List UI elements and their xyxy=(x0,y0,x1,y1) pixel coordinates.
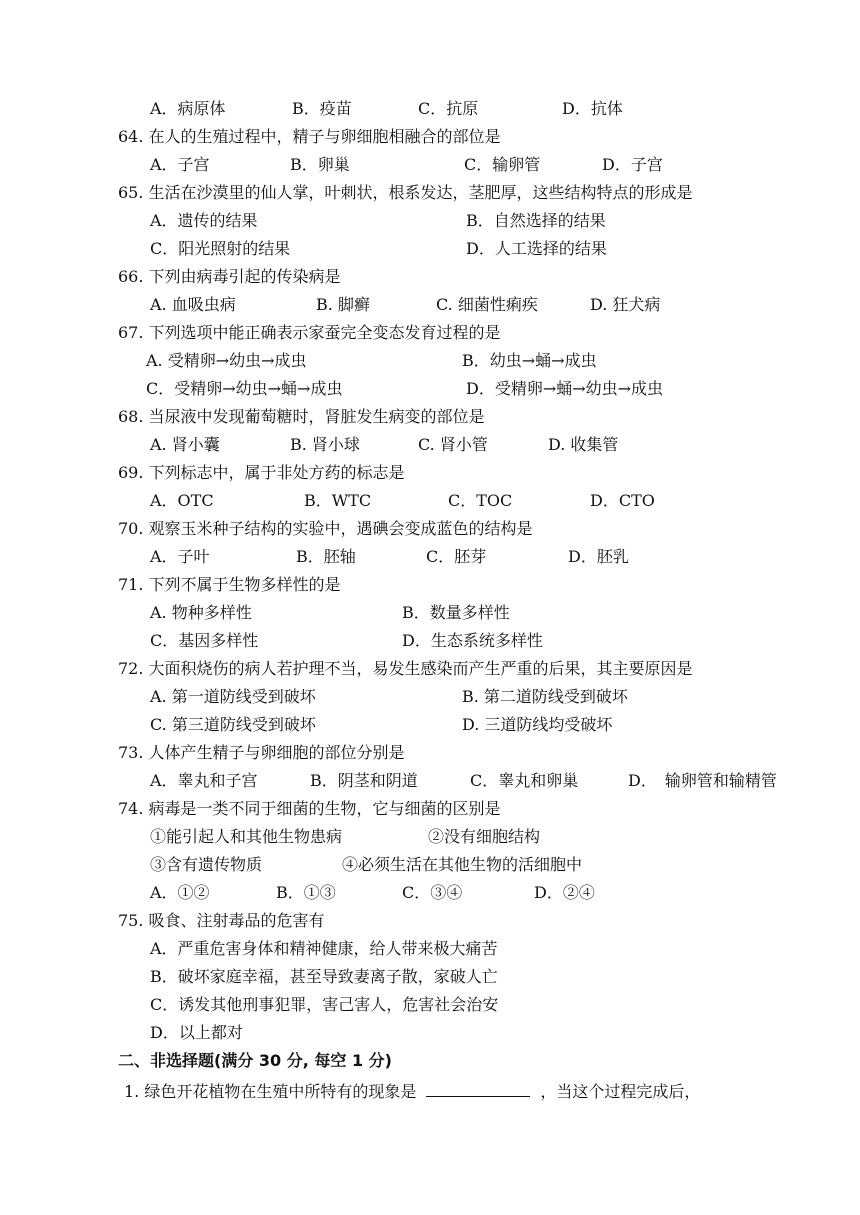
q75-option-b: B．破坏家庭幸福，甚至导致妻离子散，家破人亡 xyxy=(150,967,498,986)
q70-stem: 70. 观察玉米种子结构的实验中，遇碘会变成蓝色的结构是 xyxy=(118,519,533,538)
section2-title: 二、非选择题(满分 30 分, 每空 1 分) xyxy=(118,1051,392,1070)
q66-option-a: A. 血吸虫病 xyxy=(150,295,236,314)
q74-item-2: ②没有细胞结构 xyxy=(428,827,541,846)
q74-option-d: D．②④ xyxy=(534,883,595,902)
q73-option-c: C．睾丸和卵巢 xyxy=(470,771,579,790)
q74-option-c: C．③④ xyxy=(402,883,463,902)
q75-option-d: D．以上都对 xyxy=(150,1023,243,1042)
q70-option-b: B．胚轴 xyxy=(296,547,356,566)
q63-option-a: A．病原体 xyxy=(150,99,226,118)
q69-option-d: D．CTO xyxy=(590,491,655,510)
q65-option-c: C．阳光照射的结果 xyxy=(150,239,291,258)
q73-stem: 73. 人体产生精子与卵细胞的部位分别是 xyxy=(118,743,405,762)
q75-option-a: A．严重危害身体和精神健康，给人带来极大痛苦 xyxy=(150,939,498,958)
q65-stem: 65. 生活在沙漠里的仙人掌，叶刺状，根系发达，茎肥厚，这些结构特点的形成是 xyxy=(118,183,693,202)
q72-option-a: A. 第一道防线受到破坏 xyxy=(150,687,316,706)
q64-stem: 64. 在人的生殖过程中，精子与卵细胞相融合的部位是 xyxy=(118,127,501,146)
q74-stem: 74. 病毒是一类不同于细菌的生物，它与细菌的区别是 xyxy=(118,799,501,818)
q74-item-1: ①能引起人和其他生物患病 xyxy=(150,827,343,846)
q73-option-b: B．阴茎和阴道 xyxy=(310,771,418,790)
q71-option-a: A. 物种多样性 xyxy=(150,603,252,622)
q71-option-c: C．基因多样性 xyxy=(150,631,259,650)
q71-option-b: B．数量多样性 xyxy=(402,603,510,622)
q68-option-c: C. 肾小管 xyxy=(418,435,488,454)
q73-option-d: D． 输卵管和输精管 xyxy=(628,771,777,790)
q75-option-c: C．诱发其他刑事犯罪，害己害人，危害社会治安 xyxy=(150,995,499,1014)
q73-option-a: A．睾丸和子宫 xyxy=(150,771,258,790)
q72-option-b: B. 第二道防线受到破坏 xyxy=(462,687,628,706)
q64-option-a: A．子宫 xyxy=(150,155,210,174)
q74-item-3: ③含有遗传物质 xyxy=(150,855,263,874)
q68-option-b: B. 肾小球 xyxy=(290,435,360,454)
q63-option-c: C．抗原 xyxy=(418,99,479,118)
q66-option-c: C. 细菌性痢疾 xyxy=(436,295,538,314)
q72-option-d: D. 三道防线均受破坏 xyxy=(462,715,613,734)
q66-option-b: B. 脚癣 xyxy=(316,295,370,314)
q67-option-b: B．幼虫→蛹→成虫 xyxy=(462,351,597,370)
q63-option-b: B．疫苗 xyxy=(292,99,352,118)
q67-stem: 67. 下列选项中能正确表示家蚕完全变态发育过程的是 xyxy=(118,323,501,342)
section2-q1-text-after: ，当这个过程完成后， xyxy=(540,1082,701,1101)
q69-stem: 69. 下列标志中，属于非处方药的标志是 xyxy=(118,463,405,482)
q64-option-b: B．卵巢 xyxy=(290,155,350,174)
q74-option-b: B．①③ xyxy=(276,883,336,902)
q68-stem: 68. 当尿液中发现葡萄糖时，肾脏发生病变的部位是 xyxy=(118,407,485,426)
q68-option-d: D. 收集管 xyxy=(548,435,619,454)
q72-option-c: C. 第三道防线受到破坏 xyxy=(150,715,316,734)
q67-option-d: D．受精卵→蛹→幼虫→成虫 xyxy=(466,379,664,398)
q66-option-d: D. 狂犬病 xyxy=(590,295,661,314)
q71-option-d: D．生态系统多样性 xyxy=(402,631,543,650)
q64-option-d: D．子宫 xyxy=(602,155,663,174)
q69-option-c: C．TOC xyxy=(448,491,513,510)
q63-option-d: D．抗体 xyxy=(562,99,623,118)
q67-option-a: A. 受精卵→幼虫→成虫 xyxy=(146,351,307,370)
q66-stem: 66. 下列由病毒引起的传染病是 xyxy=(118,267,341,286)
q69-option-b: B．WTC xyxy=(304,491,372,510)
q64-option-c: C．输卵管 xyxy=(464,155,541,174)
q70-option-d: D．胚乳 xyxy=(568,547,629,566)
answer-blank[interactable] xyxy=(426,1080,530,1097)
q74-option-a: A．①② xyxy=(150,883,210,902)
section2-q1 xyxy=(124,1080,700,1103)
q75-stem: 75. 吸食、注射毒品的危害有 xyxy=(118,911,325,930)
section2-q1-text-before: 1. 绿色开花植物在生殖中所特有的现象是 xyxy=(124,1082,417,1101)
q70-option-a: A．子叶 xyxy=(150,547,210,566)
q65-option-d: D．人工选择的结果 xyxy=(466,239,607,258)
q70-option-c: C．胚芽 xyxy=(426,547,487,566)
q71-stem: 71. 下列不属于生物多样性的是 xyxy=(118,575,341,594)
q72-stem: 72. 大面积烧伤的病人若护理不当，易发生感染而产生严重的后果，其主要原因是 xyxy=(118,659,693,678)
q67-option-c: C．受精卵→幼虫→蛹→成虫 xyxy=(146,379,343,398)
q65-option-a: A．遗传的结果 xyxy=(150,211,258,230)
q74-item-4: ④必须生活在其他生物的活细胞中 xyxy=(342,855,583,874)
q65-option-b: B．自然选择的结果 xyxy=(466,211,606,230)
q69-option-a: A．OTC xyxy=(150,491,214,510)
q68-option-a: A. 肾小囊 xyxy=(150,435,220,454)
